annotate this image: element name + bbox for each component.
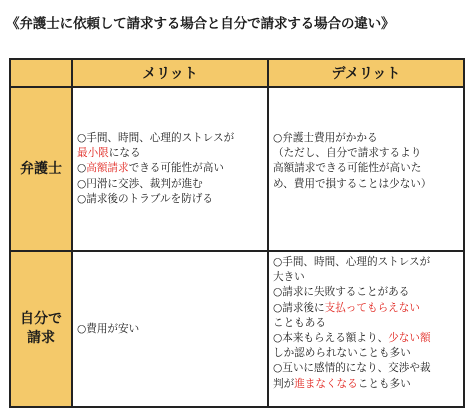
list-line: [273, 361, 459, 376]
lawyer-merit-cell: [73, 88, 267, 250]
list-line: [77, 161, 263, 176]
highlight-text: 高額請求: [86, 162, 129, 175]
line-text: になる: [108, 147, 141, 160]
list-line: [273, 161, 459, 176]
list-line: [273, 377, 459, 392]
grid-line: [11, 86, 463, 88]
line-text: ○費用が安い: [77, 323, 140, 335]
line-text: （ただし、自分で請求するより: [273, 147, 422, 160]
row-header-self-line2: 請求: [27, 330, 55, 346]
self-demerit-list: [273, 255, 459, 392]
line-text: ○互いに感情的になり、交渉や裁: [273, 362, 431, 375]
list-line: [273, 146, 459, 161]
list-line: [273, 316, 459, 331]
lawyer-demerit-cell: [269, 88, 463, 250]
highlight-text: 支払ってもらえない: [324, 301, 420, 314]
list-line: [273, 331, 459, 346]
line-text: 高額請求できる可能性が高いた: [273, 162, 422, 175]
highlight-text: 進まなくなる: [294, 377, 358, 390]
line-text: こともある: [273, 316, 326, 329]
line-text: ○請求に失敗することがある: [273, 286, 410, 299]
list-line: [77, 131, 263, 146]
lawyer-demerit-list: [273, 131, 459, 192]
highlight-text: 最小限: [77, 147, 109, 160]
list-line: [273, 177, 459, 192]
list-line: [273, 285, 459, 300]
row-header-lawyer: [11, 88, 71, 250]
line-text: ○請求後のトラブルを防げる: [77, 192, 213, 205]
list-line: [77, 177, 263, 192]
corner-cell: [11, 60, 71, 86]
list-line: [77, 192, 263, 207]
grid-line: [267, 60, 269, 406]
line-text: ○本来もらえる額より、: [273, 332, 389, 345]
line-text: ○弁護士費用がかかる: [273, 132, 378, 144]
line-text: め、費用で損することは少ない）: [273, 177, 432, 190]
highlight-text: 少ない額: [388, 332, 431, 345]
page-title: 《弁護士に依頼して請求する場合と自分で請求する場合の違い》: [6, 16, 395, 32]
line-text: ○円滑に交渉、裁判が進む: [77, 177, 203, 190]
column-header-demerit: デメリット: [269, 60, 463, 86]
row-header-self: [11, 252, 71, 406]
comparison-table: [9, 58, 465, 408]
self-merit-cell: [73, 252, 267, 406]
list-line: [77, 146, 263, 161]
line-text: ○手間、時間、心理的ストレスが: [77, 132, 235, 144]
line-text: しか認められないことも多い: [273, 347, 411, 360]
line-text: ○: [77, 162, 87, 175]
self-merit-list: [77, 322, 263, 337]
line-text: 判が: [273, 377, 295, 390]
line-text: 大きい: [273, 271, 305, 284]
line-text: ○請求後に: [273, 301, 325, 314]
line-text: できる可能性が高い: [128, 162, 224, 175]
row-header-lawyer-label: 弁護士: [20, 160, 62, 177]
list-line: [273, 346, 459, 361]
row-header-self-line1: 自分で: [20, 311, 62, 327]
line-text: ○手間、時間、心理的ストレスが: [273, 256, 431, 268]
list-line: [273, 131, 459, 146]
list-line: [273, 270, 459, 285]
column-header-merit: メリット: [73, 60, 267, 86]
grid-line: [11, 250, 463, 252]
grid-line: [71, 60, 73, 406]
list-line: [273, 301, 459, 316]
line-text: ことも多い: [357, 377, 411, 390]
list-line: [77, 322, 263, 337]
self-demerit-cell: [269, 252, 463, 406]
lawyer-merit-list: [77, 131, 263, 207]
list-line: [273, 255, 459, 270]
